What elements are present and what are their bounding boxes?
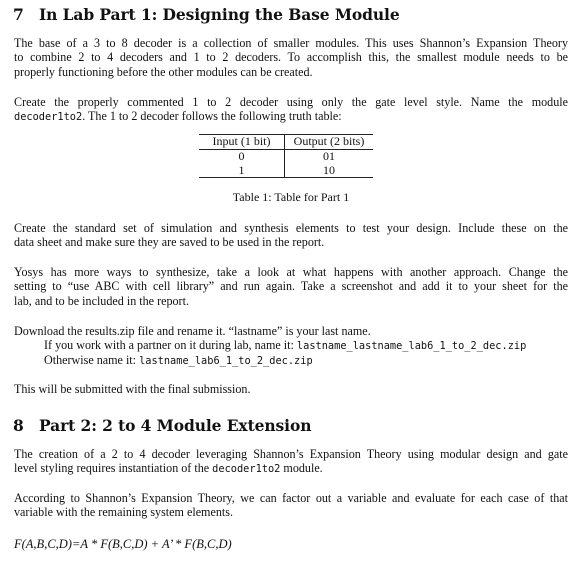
table-header-row — [199, 135, 373, 150]
shannon-formula: F(A,B,C,D)=A * F(B,C,D) + A’ * F(B,C,D) — [14, 537, 232, 551]
creation-paragraph — [14, 447, 568, 477]
download-line: Download the results.zip file and rename it. “lastname” is your last name. — [14, 324, 371, 338]
module-name-code: decoder1to2 — [14, 111, 83, 124]
table-row — [199, 164, 373, 178]
intro-paragraph — [14, 36, 568, 79]
otherwise-filename-line — [44, 353, 313, 368]
partner-filename-line — [44, 338, 526, 353]
creation-line: The creation of a 2 to 4 decoder leveraging Shannon’s Expansion Theory using modular design and gate — [14, 447, 568, 461]
module-name-code: decoder1to2 — [212, 463, 281, 476]
otherwise-filename-code: lastname_lab6_1_to_2_dec.zip — [139, 355, 313, 367]
table-row — [199, 149, 373, 163]
section-7-heading — [13, 5, 400, 24]
download-paragraph — [14, 324, 568, 338]
shannon-line: variable with the remaining system elements. — [14, 505, 233, 520]
yosys-paragraph — [14, 265, 568, 308]
table-cell-input: 0 — [199, 149, 285, 163]
intro-line: to combine 2 to 4 decoders and 1 to 2 decoders. To accomplish this, the smallest module needs to be — [14, 50, 568, 65]
table-header-input: Input (1 bit) — [199, 135, 285, 150]
table-cell-output: 01 — [323, 148, 335, 163]
intro-line: The base of a 3 to 8 decoder is a collection of smaller modules. This uses Shannon’s Expansion Theory — [14, 36, 568, 50]
truth-table — [199, 134, 373, 178]
table-cell-input: 1 — [199, 164, 285, 178]
section-7-number: 7 — [13, 5, 24, 24]
yosys-line: setting to “use ABC with cell library” and run again. Take a screenshot and add it to your sheet for the — [14, 279, 568, 294]
simulation-paragraph — [14, 221, 568, 250]
create-line: Create the properly commented 1 to 2 decoder using only the gate level style. Name the module — [14, 95, 568, 109]
creation-line-2 — [14, 461, 568, 476]
table-cell-output: 10 — [323, 162, 335, 177]
creation-line-2-end: module. — [283, 461, 323, 476]
section-8-heading — [13, 416, 311, 435]
simulation-line: data sheet and make sure they are saved to be used in the report. — [14, 235, 325, 250]
create-line-2 — [14, 109, 568, 124]
creation-line-2-text: level styling requires instantiation of the — [14, 461, 210, 476]
create-decoder-paragraph — [14, 95, 568, 125]
section-8-number: 8 — [13, 416, 24, 435]
shannon-line: According to Shannon’s Expansion Theory, we can factor out a variable and evaluate for each case of that — [14, 491, 568, 505]
shannon-paragraph — [14, 491, 568, 520]
section-8-title: Part 2: 2 to 4 Module Extension — [39, 416, 312, 435]
yosys-line: Yosys has more ways to synthesize, take a look at what happens with another approach. Change the — [14, 265, 568, 279]
table-caption: Table 1: Table for Part 1 — [232, 190, 350, 204]
intro-line: properly functioning before the other modules can be created. — [14, 64, 313, 79]
partner-filename-code: lastname_lastname_lab6_1_to_2_dec.zip — [296, 340, 527, 352]
table-header-output: Output (2 bits) — [293, 134, 365, 148]
section-7-title: In Lab Part 1: Designing the Base Module — [39, 5, 400, 24]
create-line-2-text: . The 1 to 2 decoder follows the following truth table: — [82, 109, 342, 124]
partner-text: If you work with a partner on it during lab, name it: — [44, 338, 294, 352]
otherwise-text: Otherwise name it: — [44, 353, 137, 367]
submission-line: This will be submitted with the final submission. — [14, 382, 251, 396]
yosys-line: lab, and to be included in the report. — [14, 293, 189, 308]
submission-paragraph — [14, 382, 568, 396]
simulation-line: Create the standard set of simulation and synthesis elements to test your design. Include these on the — [14, 221, 568, 235]
